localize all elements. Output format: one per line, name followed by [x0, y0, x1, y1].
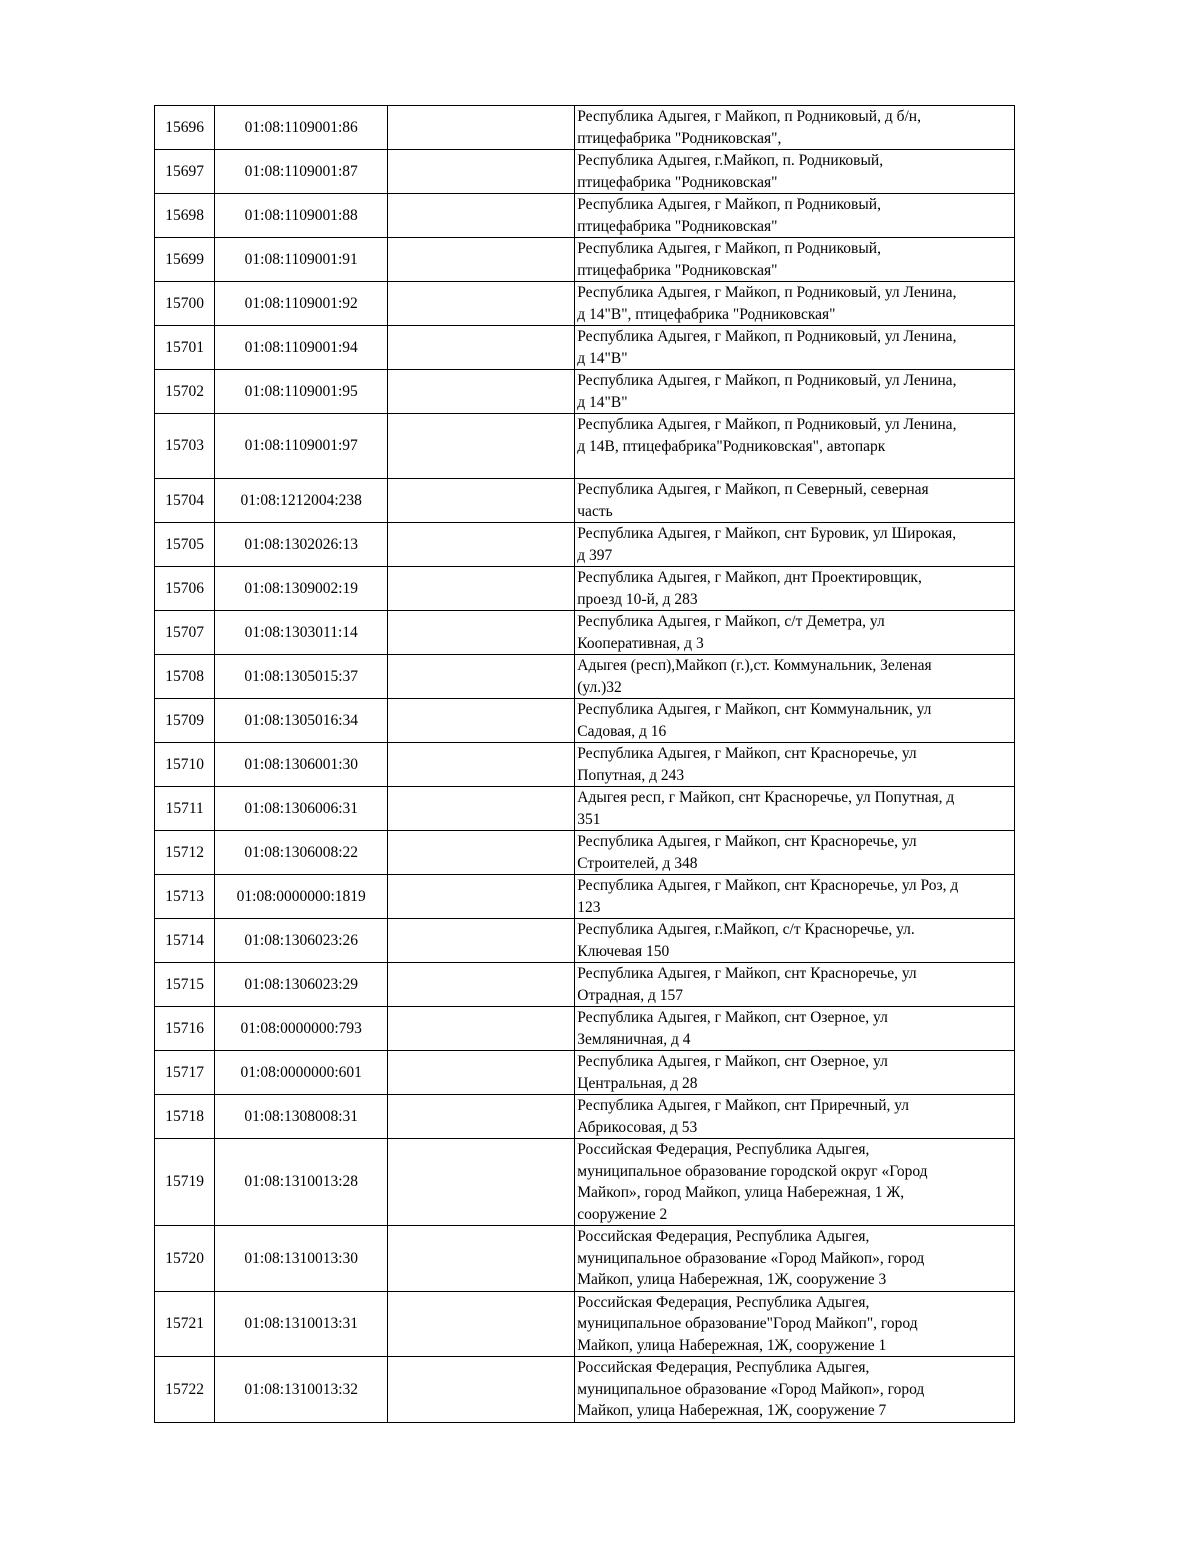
- address-cell: [575, 282, 1015, 326]
- table-row: [155, 875, 1015, 919]
- address-line: Российская Федерация, Республика Адыгея,: [577, 1359, 870, 1376]
- address-line: Республика Адыгея, г Майкоп, п Родниковый, ул Ленина,: [577, 284, 957, 301]
- address-cell: [575, 831, 1015, 875]
- address-line: Республика Адыгея, г Майкоп, снт Приречный, ул: [577, 1097, 910, 1114]
- empty-cell: [388, 238, 575, 282]
- address-cell: [575, 699, 1015, 743]
- address-line: Майкоп, улица Набережная, 1Ж, сооружение 1: [577, 1336, 887, 1354]
- address-line: Республика Адыгея, г Майкоп, п Родниковый,: [577, 240, 881, 257]
- cadastral-number-cell: 01:08:1303011:14: [215, 611, 388, 655]
- table-row: [155, 743, 1015, 787]
- cadastral-number-cell: 01:08:1109001:95: [215, 370, 388, 414]
- table-row: [155, 282, 1015, 326]
- cadastral-number-cell: 01:08:1305015:37: [215, 655, 388, 699]
- address-cell: [575, 963, 1015, 1007]
- address-line: птицефабрика "Родниковская": [577, 173, 778, 191]
- address-line: птицефабрика "Родниковская": [577, 261, 778, 279]
- row-number-cell: 15712: [155, 831, 215, 875]
- row-number-cell: 15709: [155, 699, 215, 743]
- cadastral-number-cell: 01:08:1305016:34: [215, 699, 388, 743]
- address-cell: [575, 150, 1015, 194]
- cadastral-number-cell: 01:08:1109001:97: [215, 414, 388, 479]
- row-number-cell: 15710: [155, 743, 215, 787]
- table-row: [155, 611, 1015, 655]
- table-row: [155, 1291, 1015, 1357]
- empty-cell: [388, 1007, 575, 1051]
- address-cell: [575, 1007, 1015, 1051]
- table-row: [155, 1007, 1015, 1051]
- table-row: [155, 787, 1015, 831]
- address-cell: [575, 479, 1015, 523]
- address-cell: [575, 238, 1015, 282]
- cadastral-number-cell: 01:08:1306001:30: [215, 743, 388, 787]
- table-row: [155, 1357, 1015, 1423]
- address-line: Республика Адыгея, г.Майкоп, с/т Красноречье, ул.: [577, 921, 915, 938]
- cadastral-number-cell: 01:08:1309002:19: [215, 567, 388, 611]
- address-line: часть: [577, 502, 613, 520]
- address-line: Республика Адыгея, г Майкоп, п Родниковый, ул Ленина,: [577, 328, 957, 345]
- address-line: Республика Адыгея, г.Майкоп, п. Родниковый,: [577, 152, 884, 169]
- row-number-cell: 15705: [155, 523, 215, 567]
- address-cell: [575, 414, 1015, 479]
- address-cell: [575, 370, 1015, 414]
- empty-cell: [388, 919, 575, 963]
- address-line: Майкоп», город Майкоп, улица Набережная, 1 Ж,: [577, 1184, 905, 1201]
- row-number-cell: 15701: [155, 326, 215, 370]
- address-cell: [575, 326, 1015, 370]
- address-line: Республика Адыгея, г Майкоп, снт Красноречье, ул: [577, 833, 917, 850]
- empty-cell: [388, 194, 575, 238]
- cadastral-number-cell: 01:08:1109001:91: [215, 238, 388, 282]
- address-cell: [575, 743, 1015, 787]
- address-line: 351: [577, 810, 601, 828]
- empty-cell: [388, 523, 575, 567]
- table-body: [155, 106, 1015, 1423]
- table-row: [155, 370, 1015, 414]
- empty-cell: [388, 787, 575, 831]
- address-line: Республика Адыгея, г Майкоп, снт Красноречье, ул: [577, 745, 917, 762]
- address-cell: [575, 875, 1015, 919]
- row-number-cell: 15700: [155, 282, 215, 326]
- cadastral-number-cell: 01:08:1302026:13: [215, 523, 388, 567]
- table-row: [155, 1095, 1015, 1139]
- table-row: [155, 326, 1015, 370]
- empty-cell: [388, 370, 575, 414]
- address-line: Республика Адыгея, г Майкоп, снт Красноречье, ул Роз, д: [577, 877, 959, 894]
- empty-cell: [388, 1051, 575, 1095]
- table-row: [155, 831, 1015, 875]
- address-cell: [575, 523, 1015, 567]
- address-cell: [575, 1095, 1015, 1139]
- row-number-cell: 15717: [155, 1051, 215, 1095]
- cadastral-number-cell: 01:08:1308008:31: [215, 1095, 388, 1139]
- address-line: Центральная, д 28: [577, 1074, 698, 1092]
- address-line: Садовая, д 16: [577, 722, 667, 740]
- empty-cell: [388, 611, 575, 655]
- table-row: [155, 1226, 1015, 1292]
- row-number-cell: 15713: [155, 875, 215, 919]
- address-cell: [575, 1357, 1015, 1423]
- address-line: Республика Адыгея, г Майкоп, снт Коммунальник, ул: [577, 701, 932, 718]
- address-cell: [575, 567, 1015, 611]
- address-line: муниципальное образование «Город Майкоп», город: [577, 1249, 925, 1267]
- address-line: Республика Адыгея, г Майкоп, снт Красноречье, ул: [577, 965, 917, 982]
- cadastral-number-cell: 01:08:1109001:86: [215, 106, 388, 150]
- address-line: сооружение 2: [577, 1205, 668, 1223]
- empty-cell: [388, 150, 575, 194]
- address-line: Республика Адыгея, г Майкоп, п Северный, северная: [577, 481, 929, 498]
- empty-cell: [388, 1095, 575, 1139]
- registry-table: [154, 105, 1015, 1423]
- address-cell: [575, 787, 1015, 831]
- address-line: Российская Федерация, Республика Адыгея,: [577, 1141, 870, 1158]
- empty-cell: [388, 831, 575, 875]
- address-cell: [575, 1139, 1015, 1226]
- cadastral-number-cell: 01:08:0000000:601: [215, 1051, 388, 1095]
- table-row: [155, 194, 1015, 238]
- address-line: Майкоп, улица Набережная, 1Ж, сооружение 7: [577, 1402, 887, 1419]
- address-line: муниципальное образование «Город Майкоп», город: [577, 1380, 925, 1398]
- address-line: Земляничная, д 4: [577, 1030, 691, 1048]
- address-line: Республика Адыгея, г Майкоп, п Родниковый, д б/н,: [577, 108, 921, 125]
- row-number-cell: 15699: [155, 238, 215, 282]
- row-number-cell: 15719: [155, 1139, 215, 1226]
- row-number-cell: 15696: [155, 106, 215, 150]
- row-number-cell: 15715: [155, 963, 215, 1007]
- cadastral-number-cell: 01:08:1306006:31: [215, 787, 388, 831]
- cadastral-number-cell: 01:08:1306008:22: [215, 831, 388, 875]
- empty-cell: [388, 567, 575, 611]
- address-line: Российская Федерация, Республика Адыгея,: [577, 1293, 870, 1311]
- row-number-cell: 15708: [155, 655, 215, 699]
- empty-cell: [388, 1139, 575, 1226]
- row-number-cell: 15704: [155, 479, 215, 523]
- address-line: Абрикосовая, д 53: [577, 1118, 698, 1136]
- empty-cell: [388, 414, 575, 479]
- cadastral-number-cell: 01:08:1310013:31: [215, 1291, 388, 1357]
- cadastral-number-cell: 01:08:1310013:28: [215, 1139, 388, 1226]
- row-number-cell: 15711: [155, 787, 215, 831]
- row-number-cell: 15714: [155, 919, 215, 963]
- address-cell: [575, 106, 1015, 150]
- address-line: д 14"В": [577, 349, 628, 367]
- table-row: [155, 567, 1015, 611]
- empty-cell: [388, 282, 575, 326]
- table-row: [155, 919, 1015, 963]
- empty-cell: [388, 1226, 575, 1292]
- address-line: Республика Адыгея, г Майкоп, п Родниковый,: [577, 196, 881, 213]
- address-line: Кооперативная, д 3: [577, 634, 704, 652]
- empty-cell: [388, 1357, 575, 1423]
- address-cell: [575, 194, 1015, 238]
- row-number-cell: 15721: [155, 1291, 215, 1357]
- table-row: [155, 963, 1015, 1007]
- address-line: Попутная, д 243: [577, 766, 685, 784]
- row-number-cell: 15722: [155, 1357, 215, 1423]
- address-line: д 14В, птицефабрика"Родниковская", автопарк: [577, 437, 886, 455]
- address-line: Республика Адыгея, г Майкоп, днт Проектировщик,: [577, 569, 922, 586]
- address-line: Республика Адыгея, г Майкоп, снт Озерное, ул: [577, 1009, 888, 1026]
- empty-cell: [388, 699, 575, 743]
- address-line: проезд 10-й, д 283: [577, 590, 698, 608]
- address-line: Российская Федерация, Республика Адыгея,: [577, 1228, 870, 1245]
- address-line: Адыгея респ, г Майкоп, снт Красноречье, ул Попутная, д: [577, 789, 955, 806]
- table-row: [155, 523, 1015, 567]
- cadastral-number-cell: 01:08:0000000:1819: [215, 875, 388, 919]
- cadastral-number-cell: 01:08:1306023:29: [215, 963, 388, 1007]
- cadastral-number-cell: 01:08:0000000:793: [215, 1007, 388, 1051]
- table-row: [155, 699, 1015, 743]
- row-number-cell: 15718: [155, 1095, 215, 1139]
- cadastral-number-cell: 01:08:1109001:92: [215, 282, 388, 326]
- cadastral-number-cell: 01:08:1109001:88: [215, 194, 388, 238]
- address-line: птицефабрика "Родниковская",: [577, 129, 782, 147]
- address-line: Адыгея (респ),Майкоп (г.),ст. Коммунальник, Зеленая: [577, 657, 932, 674]
- row-number-cell: 15720: [155, 1226, 215, 1292]
- empty-cell: [388, 326, 575, 370]
- address-line: д 14"В", птицефабрика "Родниковская": [577, 305, 836, 323]
- table-row: [155, 1139, 1015, 1226]
- row-number-cell: 15703: [155, 414, 215, 479]
- address-line: муниципальное образование"Город Майкоп", город: [577, 1315, 918, 1332]
- address-cell: [575, 919, 1015, 963]
- empty-cell: [388, 875, 575, 919]
- address-line: Республика Адыгея, г Майкоп, снт Буровик, ул Широкая,: [577, 525, 957, 542]
- empty-cell: [388, 479, 575, 523]
- address-line: Строителей, д 348: [577, 854, 698, 872]
- address-cell: [575, 1291, 1015, 1357]
- address-cell: [575, 655, 1015, 699]
- address-line: Ключевая 150: [577, 942, 670, 960]
- address-line: Республика Адыгея, г Майкоп, п Родниковый, ул Ленина,: [577, 372, 957, 389]
- table-row: [155, 655, 1015, 699]
- cadastral-number-cell: 01:08:1310013:30: [215, 1226, 388, 1292]
- table-row: [155, 238, 1015, 282]
- row-number-cell: 15697: [155, 150, 215, 194]
- address-line: Республика Адыгея, г Майкоп, п Родниковый, ул Ленина,: [577, 416, 957, 433]
- address-line: д 14"В": [577, 393, 628, 411]
- address-line: 123: [577, 898, 601, 916]
- empty-cell: [388, 1291, 575, 1357]
- row-number-cell: 15706: [155, 567, 215, 611]
- address-cell: [575, 1051, 1015, 1095]
- cadastral-number-cell: 01:08:1212004:238: [215, 479, 388, 523]
- address-line: Отрадная, д 157: [577, 986, 684, 1004]
- address-line: (ул.)32: [577, 678, 622, 696]
- row-number-cell: 15698: [155, 194, 215, 238]
- empty-cell: [388, 655, 575, 699]
- address-cell: [575, 1226, 1015, 1292]
- table-row: [155, 106, 1015, 150]
- address-line: Майкоп, улица Набережная, 1Ж, сооружение 3: [577, 1271, 887, 1288]
- empty-cell: [388, 743, 575, 787]
- cadastral-number-cell: 01:08:1306023:26: [215, 919, 388, 963]
- empty-cell: [388, 963, 575, 1007]
- row-number-cell: 15716: [155, 1007, 215, 1051]
- address-line: Республика Адыгея, г Майкоп, с/т Деметра, ул: [577, 613, 885, 630]
- table-row: [155, 479, 1015, 523]
- table-row: [155, 414, 1015, 479]
- cadastral-number-cell: 01:08:1109001:94: [215, 326, 388, 370]
- row-number-cell: 15707: [155, 611, 215, 655]
- row-number-cell: 15702: [155, 370, 215, 414]
- address-line: д 397: [577, 546, 613, 564]
- table-row: [155, 1051, 1015, 1095]
- empty-cell: [388, 106, 575, 150]
- cadastral-number-cell: 01:08:1109001:87: [215, 150, 388, 194]
- address-line: птицефабрика "Родниковская": [577, 217, 778, 235]
- table-row: [155, 150, 1015, 194]
- address-line: муниципальное образование городской округ «Город: [577, 1162, 928, 1180]
- cadastral-number-cell: 01:08:1310013:32: [215, 1357, 388, 1423]
- address-cell: [575, 611, 1015, 655]
- address-line: Республика Адыгея, г Майкоп, снт Озерное, ул: [577, 1053, 888, 1070]
